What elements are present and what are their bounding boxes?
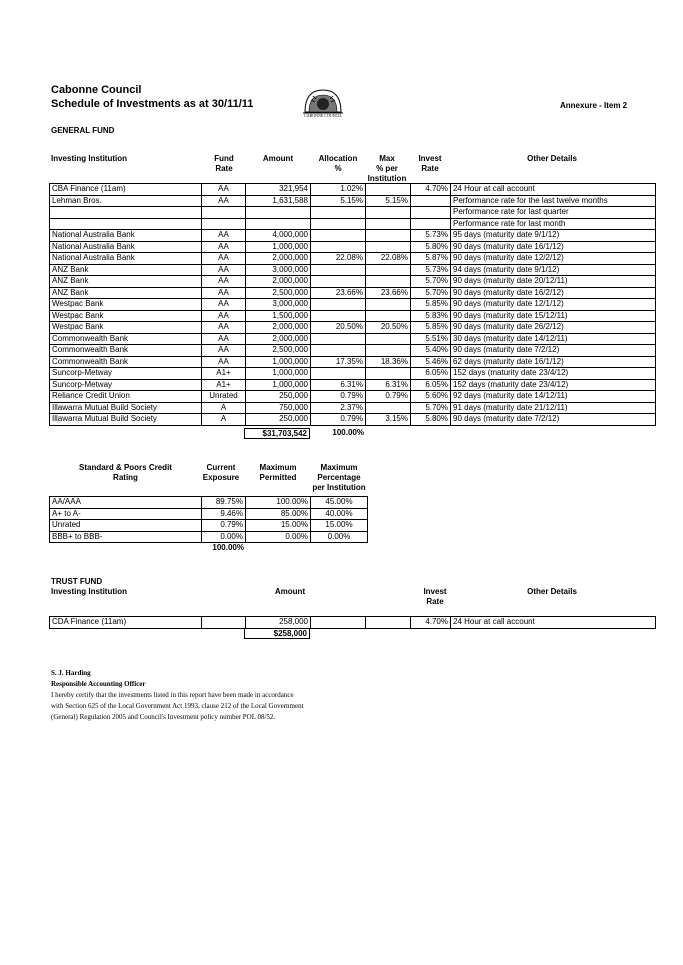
table-row	[50, 379, 656, 391]
col-current-exposure: Current Exposure	[202, 463, 240, 482]
credit-rating-table	[49, 496, 368, 543]
cell-amount: 3,000,000	[246, 299, 311, 311]
cell-institution: Westpac Bank	[50, 322, 202, 334]
cell-amount: 1,000,000	[246, 241, 311, 253]
cell-details: 94 days (maturity date 9/1/12)	[451, 264, 656, 276]
cell-current: 89.75%	[202, 497, 246, 509]
table-row	[50, 333, 656, 345]
table-row	[50, 531, 368, 543]
cell-allocation	[311, 207, 366, 219]
table-row	[50, 414, 656, 426]
trust-fund-table	[49, 616, 656, 629]
schedule-title: Schedule of Investments as at 30/11/11	[51, 98, 254, 110]
cell-rating: AA	[202, 241, 246, 253]
col-investing-institution: Investing Institution	[51, 154, 127, 163]
cell-max	[366, 207, 411, 219]
cell-amount: 2,500,000	[246, 287, 311, 299]
cell-rate: 5.80%	[411, 414, 451, 426]
cell-institution: Illawarra Mutual Build Society	[50, 402, 202, 414]
cell-max	[366, 333, 411, 345]
table-row	[50, 287, 656, 299]
cell-institution: ANZ Bank	[50, 276, 202, 288]
cell-amount: 1,000,000	[246, 379, 311, 391]
cell-rate: 5.80%	[411, 241, 451, 253]
certification-line: I hereby certify that the investments listed in this report have been made in accordance	[51, 691, 294, 699]
cell-rating: A1+	[202, 379, 246, 391]
cell-amount: 321,954	[246, 184, 311, 196]
trust-col-invest-rate: Invest Rate	[423, 587, 447, 606]
table-row	[50, 402, 656, 414]
table-row	[50, 368, 656, 380]
cell-amount	[246, 207, 311, 219]
cell-max: 20.50%	[366, 322, 411, 334]
trust-amount: 258,000	[246, 617, 311, 629]
cell-details: 90 days (maturity date 15/12/11)	[451, 310, 656, 322]
cell-max	[366, 276, 411, 288]
cell-max	[366, 264, 411, 276]
cell-allocation: 0.79%	[311, 391, 366, 403]
cell-rating: AA	[202, 333, 246, 345]
cell-rating: AA	[202, 230, 246, 242]
cell-details: 152 days (maturity date 23/4/12)	[451, 379, 656, 391]
table-row	[50, 299, 656, 311]
cell-rating: AA/AAA	[50, 497, 202, 509]
cell-allocation: 5.15%	[311, 195, 366, 207]
cell-max: 3.15%	[366, 414, 411, 426]
cell-rate	[411, 218, 451, 230]
certification-line: with Section 625 of the Local Government Act 1993, clause 212 of the Local Government	[51, 702, 304, 710]
cell-rate: 5.46%	[411, 356, 451, 368]
cell-rate: 5.73%	[411, 230, 451, 242]
cell-institution: Reliance Credit Union	[50, 391, 202, 403]
table-row	[50, 264, 656, 276]
cell-amount: 1,000,000	[246, 368, 311, 380]
cell-amount: 4,000,000	[246, 230, 311, 242]
cell-details: 90 days (maturity date 20/12/11)	[451, 276, 656, 288]
cell-rate	[411, 207, 451, 219]
table-row	[50, 184, 656, 196]
cell-rate	[411, 195, 451, 207]
cell-max	[366, 241, 411, 253]
cell-max	[366, 299, 411, 311]
cell-institution	[50, 207, 202, 219]
cell-allocation	[311, 333, 366, 345]
credit-total-exposure: 100.00%	[212, 543, 244, 552]
cell-rating: Unrated	[202, 391, 246, 403]
general-fund-title: GENERAL FUND	[51, 126, 115, 135]
cell-details: 91 days (maturity date 21/12/11)	[451, 402, 656, 414]
cell-details: 92 days (maturity date 14/12/11)	[451, 391, 656, 403]
col-invest-rate: Invest Rate	[418, 154, 442, 173]
cell-allocation	[311, 299, 366, 311]
table-row	[50, 310, 656, 322]
trust-col-other-details: Other Details	[527, 587, 577, 596]
cell-allocation	[311, 276, 366, 288]
cell-rating: A1+	[202, 368, 246, 380]
table-row	[50, 322, 656, 334]
cell-institution: Commonwealth Bank	[50, 333, 202, 345]
cell-details: 90 days (maturity date 16/1/12)	[451, 241, 656, 253]
col-amount: Amount	[262, 154, 294, 163]
trust-col-amount: Amount	[274, 587, 306, 596]
cell-rate: 5.87%	[411, 253, 451, 265]
annexure-label: Annexure - Item 2	[560, 101, 628, 110]
cell-rate: 5.73%	[411, 264, 451, 276]
cell-institution: National Australia Bank	[50, 253, 202, 265]
cell-institution: Westpac Bank	[50, 310, 202, 322]
cell-rating: AA	[202, 299, 246, 311]
cell-rating: A+ to A-	[50, 508, 202, 520]
cell-per_inst: 15.00%	[311, 520, 368, 532]
cell-rating: AA	[202, 322, 246, 334]
cell-details: 30 days (maturity date 14/12/11)	[451, 333, 656, 345]
cell-rating: AA	[202, 195, 246, 207]
cell-current: 9.46%	[202, 508, 246, 520]
cell-allocation: 2.37%	[311, 402, 366, 414]
cell-max	[366, 230, 411, 242]
cell-institution: ANZ Bank	[50, 287, 202, 299]
cell-rating: BBB+ to BBB-	[50, 531, 202, 543]
trust-other-details: 24 Hour at call account	[451, 617, 656, 629]
cell-allocation	[311, 368, 366, 380]
table-row	[50, 207, 656, 219]
cell-max: 18.36%	[366, 356, 411, 368]
cell-amount: 250,000	[246, 391, 311, 403]
table-row	[50, 195, 656, 207]
cell-details: 90 days (maturity date 12/1/12)	[451, 299, 656, 311]
cell-max	[366, 402, 411, 414]
col-fund-rate: Fund Rate	[214, 154, 234, 173]
cell-allocation: 0.79%	[311, 414, 366, 426]
cell-permitted: 0.00%	[246, 531, 311, 543]
cell-current: 0.79%	[202, 520, 246, 532]
col-max-percentage: Maximum Percentage per Institution	[312, 463, 366, 492]
cell-amount: 750,000	[246, 402, 311, 414]
cell-allocation: 22.08%	[311, 253, 366, 265]
cell-permitted: 85.00%	[246, 508, 311, 520]
table-row	[50, 391, 656, 403]
cell-institution: CBA Finance (11am)	[50, 184, 202, 196]
cell-institution: Suncorp-Metway	[50, 379, 202, 391]
cell-max: 23.66%	[366, 287, 411, 299]
cell-institution: ANZ Bank	[50, 264, 202, 276]
cell-details: 90 days (maturity date 16/2/12)	[451, 287, 656, 299]
general-fund-total-allocation: 100.00%	[332, 428, 364, 437]
cell-amount: 2,000,000	[246, 276, 311, 288]
cell-max	[366, 310, 411, 322]
cell-rating: AA	[202, 345, 246, 357]
table-row	[50, 497, 368, 509]
cell-permitted: 15.00%	[246, 520, 311, 532]
col-other-details: Other Details	[527, 154, 577, 163]
cell-max	[366, 218, 411, 230]
officer-name: S. J. Harding	[51, 669, 91, 677]
cell-rate: 5.60%	[411, 391, 451, 403]
trust-fund-total: $258,000	[244, 628, 310, 639]
cell-institution	[50, 218, 202, 230]
cell-rating: AA	[202, 310, 246, 322]
col-allocation: Allocation %	[318, 154, 358, 173]
table-row	[50, 356, 656, 368]
trust-institution: CDA Finance (11am)	[50, 617, 202, 629]
council-seal-logo	[299, 86, 347, 120]
cell-rating: AA	[202, 287, 246, 299]
cell-rate: 4.70%	[411, 184, 451, 196]
table-row	[50, 253, 656, 265]
cell-rate: 5.85%	[411, 322, 451, 334]
table-row	[50, 617, 656, 629]
cell-details: 90 days (maturity date 12/2/12)	[451, 253, 656, 265]
cell-rate: 5.40%	[411, 345, 451, 357]
cell-details: 62 days (maturity date 16/1/12)	[451, 356, 656, 368]
cell-details: 90 days (maturity date 26/2/12)	[451, 322, 656, 334]
cell-amount: 2,500,000	[246, 345, 311, 357]
cell-rate: 5.70%	[411, 287, 451, 299]
cell-institution: Lehman Bros.	[50, 195, 202, 207]
officer-role: Responsible Accounting Officer	[51, 680, 146, 688]
cell-amount: 250,000	[246, 414, 311, 426]
cell-allocation	[311, 264, 366, 276]
col-max-per-institution: Max % per Institution	[367, 154, 407, 183]
cell-allocation	[311, 218, 366, 230]
cell-rate: 5.85%	[411, 299, 451, 311]
cell-institution: Suncorp-Metway	[50, 368, 202, 380]
trust-invest-rate: 4.70%	[411, 617, 451, 629]
cell-amount: 1,631,588	[246, 195, 311, 207]
cell-max: 6.31%	[366, 379, 411, 391]
cell-details: 152 days (maturity date 23/4/12)	[451, 368, 656, 380]
cell-current: 0.00%	[202, 531, 246, 543]
cell-institution: National Australia Bank	[50, 241, 202, 253]
cell-details: Performance rate for last month	[451, 218, 656, 230]
table-row	[50, 276, 656, 288]
cell-rate: 5.70%	[411, 276, 451, 288]
cell-allocation: 20.50%	[311, 322, 366, 334]
cell-max: 0.79%	[366, 391, 411, 403]
cell-rate: 5.51%	[411, 333, 451, 345]
cell-amount: 3,000,000	[246, 264, 311, 276]
table-row	[50, 520, 368, 532]
general-fund-table	[49, 183, 656, 426]
cell-allocation: 23.66%	[311, 287, 366, 299]
cell-rating: AA	[202, 253, 246, 265]
cell-rating: AA	[202, 276, 246, 288]
cell-details: Performance rate for last quarter	[451, 207, 656, 219]
cell-details: 90 days (maturity date 7/2/12)	[451, 414, 656, 426]
cell-details: 90 days (maturity date 7/2/12)	[451, 345, 656, 357]
cell-rating: AA	[202, 184, 246, 196]
cell-max	[366, 345, 411, 357]
certification-line: (General) Regulation 2005 and Council's Investment policy number POL 08/52.	[51, 713, 276, 721]
cell-per_inst: 45.00%	[311, 497, 368, 509]
cell-rating	[202, 207, 246, 219]
table-row	[50, 345, 656, 357]
table-row	[50, 508, 368, 520]
cell-rate: 6.05%	[411, 368, 451, 380]
cell-permitted: 100.00%	[246, 497, 311, 509]
cell-institution: Illawarra Mutual Build Society	[50, 414, 202, 426]
cell-institution: Commonwealth Bank	[50, 356, 202, 368]
council-name: Cabonne Council	[51, 84, 142, 96]
cell-amount: 2,000,000	[246, 253, 311, 265]
cell-max: 22.08%	[366, 253, 411, 265]
cell-amount: 1,000,000	[246, 356, 311, 368]
cell-rating	[202, 218, 246, 230]
cell-allocation	[311, 230, 366, 242]
cell-allocation	[311, 241, 366, 253]
cell-per_inst: 0.00%	[311, 531, 368, 543]
cell-institution: Commonwealth Bank	[50, 345, 202, 357]
cell-rate: 5.83%	[411, 310, 451, 322]
trust-fund-title: TRUST FUND	[51, 577, 103, 586]
cell-rating: A	[202, 414, 246, 426]
cell-rating: A	[202, 402, 246, 414]
cell-allocation: 17.35%	[311, 356, 366, 368]
cell-rate: 5.70%	[411, 402, 451, 414]
cell-max	[366, 184, 411, 196]
cell-institution: National Australia Bank	[50, 230, 202, 242]
cell-max	[366, 368, 411, 380]
cell-allocation: 6.31%	[311, 379, 366, 391]
col-credit-rating: Standard & Poors Credit Rating	[79, 463, 172, 482]
col-maximum-permitted: Maximum Permitted	[259, 463, 297, 482]
table-row	[50, 230, 656, 242]
cell-max: 5.15%	[366, 195, 411, 207]
cell-allocation	[311, 345, 366, 357]
cell-institution: Westpac Bank	[50, 299, 202, 311]
cell-rating: AA	[202, 356, 246, 368]
signature-block	[51, 668, 304, 723]
cell-per_inst: 40.00%	[311, 508, 368, 520]
table-row	[50, 241, 656, 253]
cell-amount: 2,000,000	[246, 322, 311, 334]
cell-details: 24 Hour at call account	[451, 184, 656, 196]
cell-details: 95 days (maturity date 9/1/12)	[451, 230, 656, 242]
cell-allocation: 1.02%	[311, 184, 366, 196]
cell-amount	[246, 218, 311, 230]
table-row	[50, 218, 656, 230]
cell-rating: AA	[202, 264, 246, 276]
council-seal-text: CABONNE COUNCIL	[303, 113, 343, 118]
cell-rating: Unrated	[50, 520, 202, 532]
cell-allocation	[311, 310, 366, 322]
cell-amount: 1,500,000	[246, 310, 311, 322]
cell-amount: 2,000,000	[246, 333, 311, 345]
cell-rate: 6.05%	[411, 379, 451, 391]
trust-col-investing-institution: Investing Institution	[51, 587, 127, 596]
general-fund-total-amount: $31,703,542	[244, 428, 310, 439]
cell-details: Performance rate for the last twelve months	[451, 195, 656, 207]
